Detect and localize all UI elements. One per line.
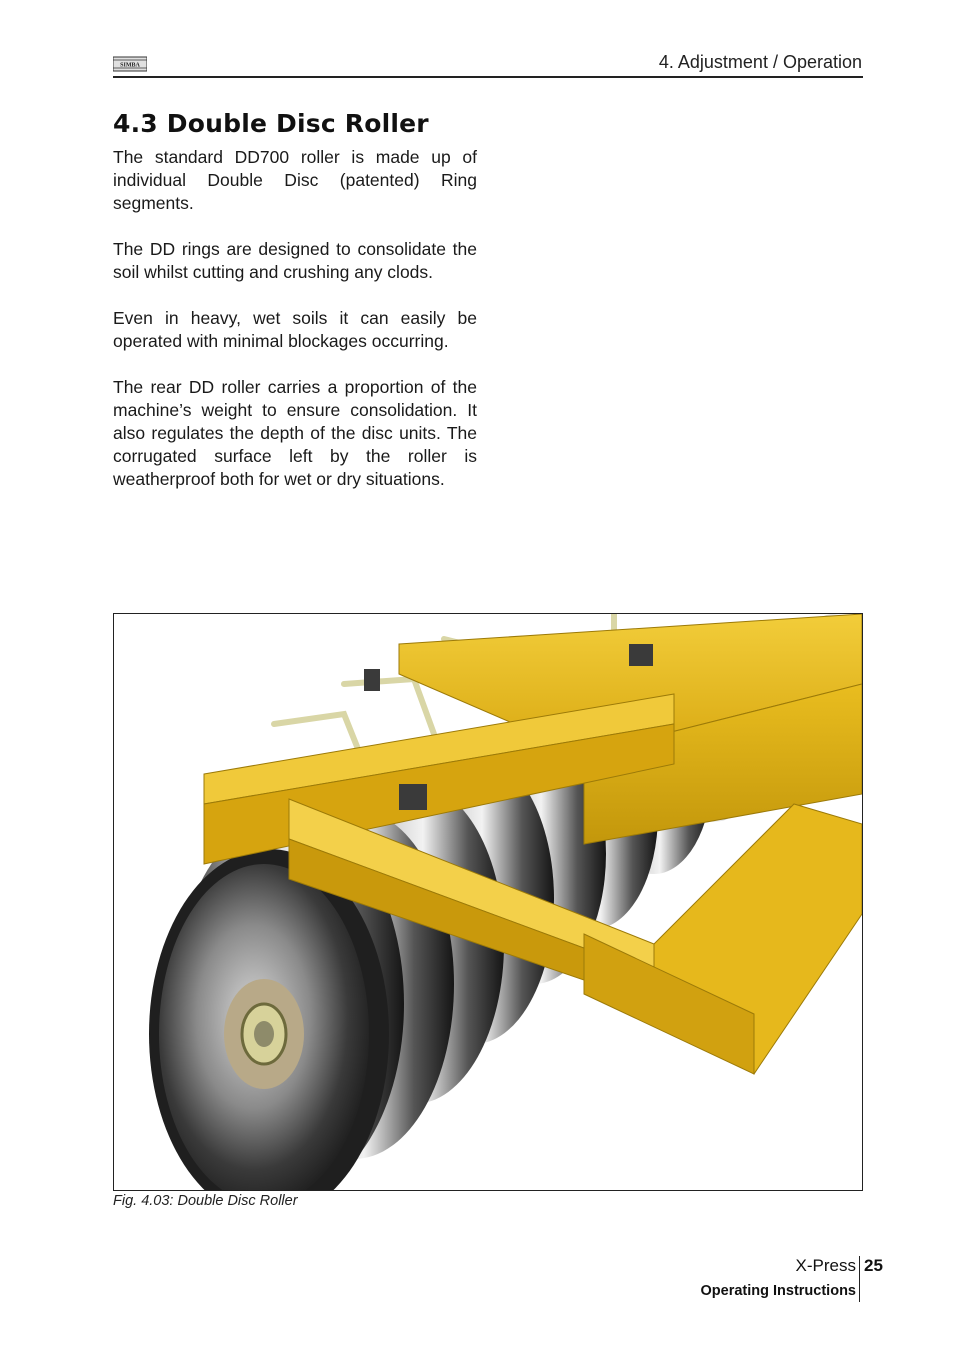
simba-logo — [113, 54, 147, 72]
paragraph-1: The standard DD700 roller is made up of individual Double Disc (patented) Ring segments. — [113, 147, 477, 213]
footer-divider — [859, 1256, 860, 1302]
roller-illustration — [114, 614, 862, 1190]
page-number: 25 — [864, 1256, 883, 1275]
paragraph-3: Even in heavy, wet soils it can easily be operated with minimal blockages occurring. — [113, 308, 477, 351]
body-text — [113, 146, 477, 514]
product-name: X-Press — [795, 1256, 856, 1275]
section-title: 4.3 Double Disc Roller — [113, 109, 429, 138]
section-header: 4. Adjustment / Operation — [658, 52, 862, 72]
figure-caption: Fig. 4.03: Double Disc Roller — [113, 1193, 298, 1209]
paragraph-4: The rear DD roller carries a proportion of the machine’s weight to ensure consolidation. It also regulates the depth of the disc units. The corrugated surface left by the roller is weatherproof both for wet or dry situations. — [113, 377, 477, 489]
paragraph-2: The DD rings are designed to consolidate the soil whilst cutting and crushing any clods. — [113, 239, 477, 282]
logo-text: SIMBA — [120, 62, 140, 69]
document-subtitle: Operating Instructions — [700, 1283, 856, 1299]
figure-double-disc-roller — [113, 613, 863, 1191]
header-divider — [113, 76, 863, 78]
